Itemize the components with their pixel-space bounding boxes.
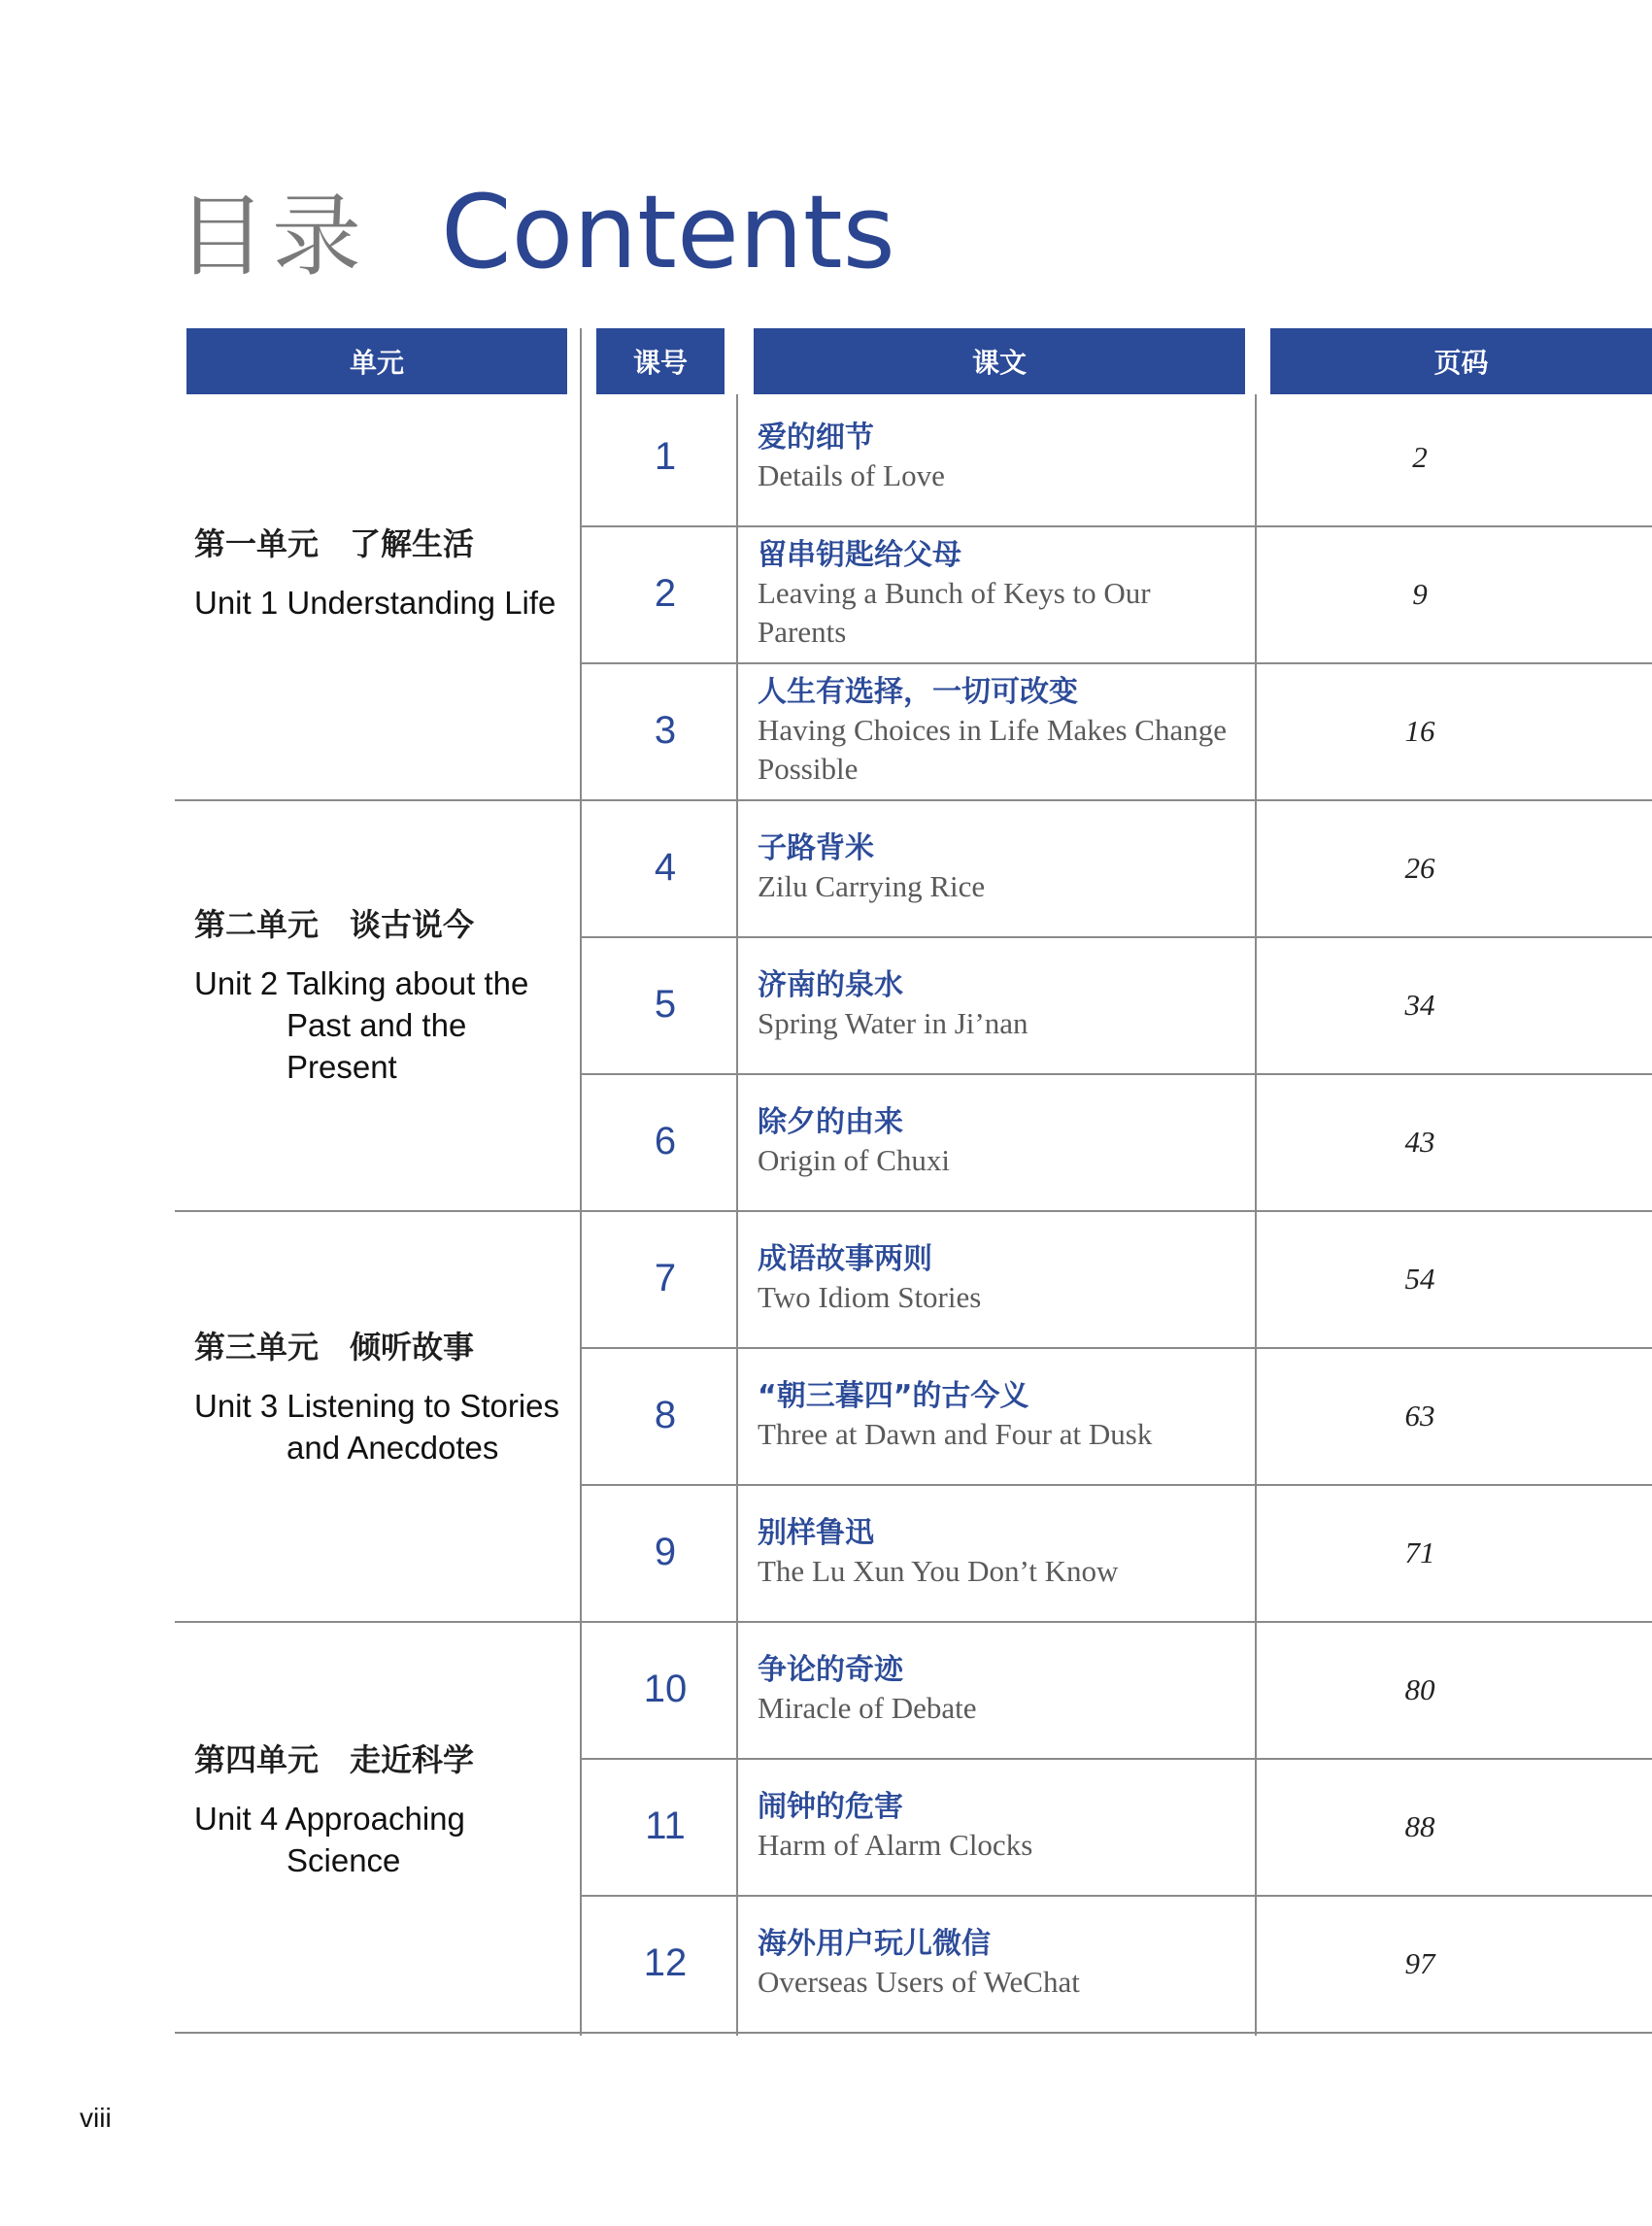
page-number: 63 [1404,1398,1435,1433]
page-folio: viii [80,2103,112,2133]
unit-3-chinese: 第三单元 倾听故事 [194,1329,475,1366]
lesson-number: 3 [654,709,677,752]
lesson-title-chinese: “朝三暮四”的古今义 [758,1378,1029,1413]
lesson-title-chinese: 子路背米 [758,830,874,865]
lesson-title[interactable] [758,1073,1243,1210]
lesson-title[interactable] [758,1484,1243,1621]
toc-row-11[interactable] [594,1758,1652,1895]
unit-2-english: Unit 2 Talking about the Past and the Present [194,965,529,1085]
toc-row-12[interactable] [594,1895,1652,2032]
page-number: 26 [1404,850,1435,885]
lesson-title[interactable] [758,1621,1243,1758]
title-english: Contents [441,173,895,291]
unit-1-label [194,520,573,624]
lesson-number: 4 [654,846,677,889]
lesson-title-english: Origin of Chuxi [758,1142,951,1177]
lesson-title-english: Leaving a Bunch of Keys to Our Parents [758,575,1151,649]
page-number: 9 [1412,576,1428,611]
unit-4-english: Unit 4 Approaching Science [194,1801,465,1878]
lesson-number: 7 [654,1257,677,1299]
lesson-title-english: Two Idiom Stories [758,1279,982,1314]
lesson-number: 8 [654,1394,677,1436]
lesson-title-english: Zilu Carrying Rice [758,868,986,903]
lesson-title[interactable] [758,1758,1243,1895]
title-chinese: 目录 [177,185,368,288]
toc-row-7[interactable] [594,1210,1652,1347]
page-number: 2 [1412,439,1428,474]
lesson-title-chinese: 海外用户玩儿微信 [758,1926,991,1961]
page-number: 43 [1404,1124,1435,1159]
lesson-title-english: Details of Love [758,457,945,492]
lesson-title[interactable] [758,799,1243,936]
toc-row-1[interactable] [594,388,1652,525]
unit-3-english: Unit 3 Listening to Stories and Anecdotes [194,1388,560,1466]
lesson-number: 6 [654,1120,677,1163]
lesson-title[interactable] [758,1347,1243,1484]
toc-row-6[interactable] [594,1073,1652,1210]
lesson-number: 10 [643,1668,688,1710]
lesson-title[interactable] [758,1895,1243,2032]
lesson-number: 11 [645,1804,686,1847]
header-lesson-number: 课号 [596,328,725,394]
page-number: 88 [1404,1808,1435,1843]
lesson-title-chinese: 济南的泉水 [758,967,903,1002]
toc-row-9[interactable] [594,1484,1652,1621]
unit-3-label [194,1323,573,1468]
page-title [177,165,895,293]
toc-row-2[interactable] [594,525,1652,662]
lesson-title-chinese: 除夕的由来 [758,1104,903,1139]
unit-2-chinese: 第二单元 谈古说今 [194,906,475,943]
lesson-title-english: Three at Dawn and Four at Dusk [758,1416,1153,1451]
page-number: 80 [1404,1671,1435,1706]
toc-row-5[interactable] [594,936,1652,1073]
lesson-title-chinese: 争论的奇迹 [758,1652,903,1687]
unit-1-chinese: 第一单元 了解生活 [194,525,475,562]
page-number: 97 [1404,1945,1435,1980]
lesson-number: 1 [654,435,677,478]
table-bottom-border [175,2032,1652,2034]
page-number: 71 [1404,1535,1435,1569]
lesson-title-english: Miracle of Debate [758,1690,977,1725]
toc-row-4[interactable] [594,799,1652,936]
divider-unit-column [580,328,582,2036]
lesson-title-chinese: 爱的细节 [758,420,874,455]
page-number: 34 [1404,987,1435,1022]
unit-2-label [194,900,554,1088]
lesson-title-english: Having Choices in Life Makes Change Possible [758,712,1227,786]
lesson-title-chinese: 别样鲁迅 [758,1515,874,1550]
header-unit: 单元 [186,328,567,394]
header-lesson: 课文 [754,328,1245,394]
lesson-title[interactable] [758,388,1243,525]
page-number: 16 [1404,713,1435,748]
toc-row-3[interactable] [594,662,1652,799]
lesson-title-chinese: 闹钟的危害 [758,1789,903,1824]
lesson-title-english: Overseas Users of WeChat [758,1964,1080,1999]
lesson-number: 2 [654,572,677,615]
lesson-title-english: Harm of Alarm Clocks [758,1827,1033,1862]
lesson-title[interactable] [758,525,1243,662]
unit-4-chinese: 第四单元 走近科学 [194,1741,475,1778]
header-page: 页码 [1270,328,1652,394]
lesson-title[interactable] [758,1210,1243,1347]
unit-1-english: Unit 1 Understanding Life [194,585,556,621]
lesson-title[interactable] [758,936,1243,1073]
toc-row-8[interactable] [594,1347,1652,1484]
lesson-number: 5 [654,983,677,1026]
lesson-title[interactable] [758,662,1243,799]
page-number: 54 [1404,1261,1435,1296]
lesson-number: 9 [654,1531,677,1573]
lesson-title-chinese: 成语故事两则 [758,1241,932,1276]
toc-row-10[interactable] [594,1621,1652,1758]
unit-4-label [194,1736,505,1881]
lesson-number: 12 [643,1941,688,1984]
lesson-title-chinese: 留串钥匙给父母 [758,537,961,572]
lesson-title-chinese: 人生有选择，一切可改变 [758,674,1078,709]
lesson-title-english: The Lu Xun You Don’t Know [758,1553,1119,1588]
lesson-title-english: Spring Water in Ji’nan [758,1005,1028,1040]
